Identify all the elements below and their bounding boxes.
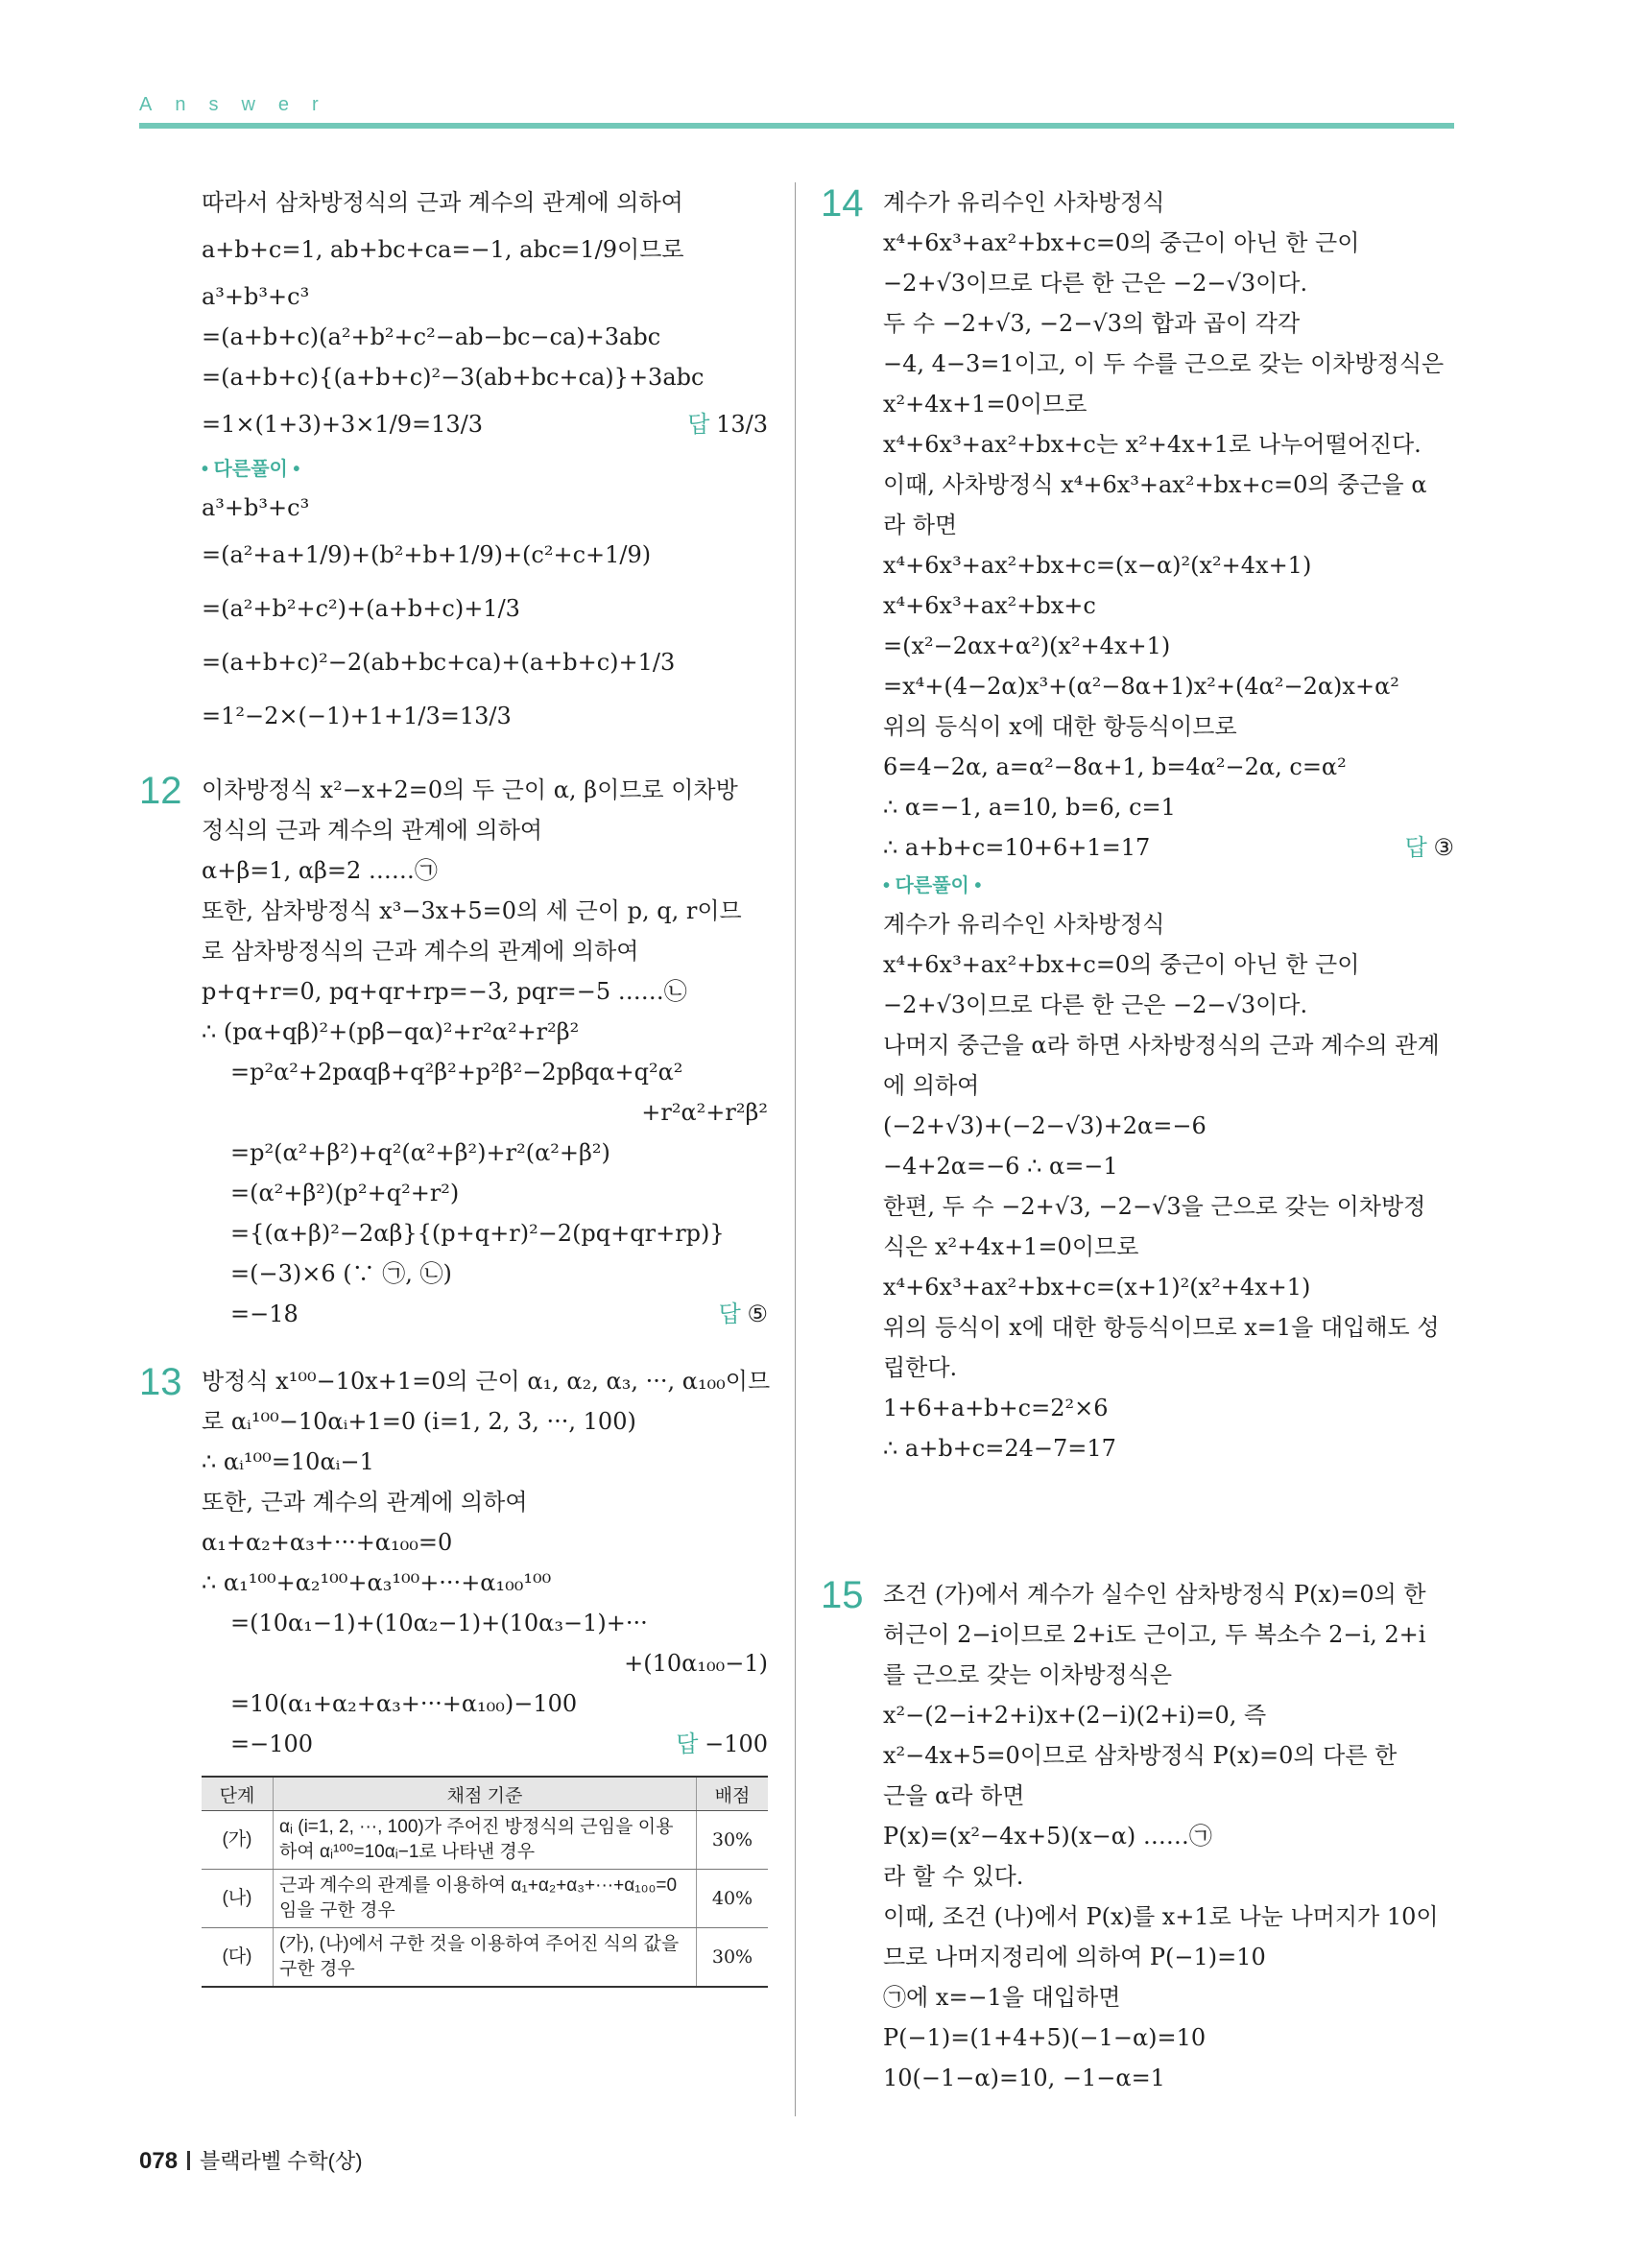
solution-line: ∴ (pα+qβ)²+(pβ−qα)²+r²α²+r²β² — [202, 1018, 580, 1045]
book-title: 블랙라벨 수학(상) — [200, 2149, 363, 2173]
column-header: 배점 — [697, 1777, 769, 1811]
table-row — [202, 1928, 768, 1988]
criteria-cell: (가), (나)에서 구한 것을 이용하여 주어진 식의 값을 구한 경우 — [274, 1928, 697, 1988]
solution-line: =(x²−2αx+α²)(x²+4x+1) — [883, 633, 1171, 659]
solution-line: x⁴+6x³+ax²+bx+c=(x−α)²(x²+4x+1) — [883, 552, 1312, 579]
solution-line: 이때, 사차방정식 x⁴+6x³+ax²+bx+c=0의 중근을 α — [883, 471, 1427, 498]
solution-line: x⁴+6x³+ax²+bx+c=(x+1)²(x²+4x+1) — [883, 1274, 1311, 1301]
solution-line: −4, 4−3=1이고, 이 두 수를 근으로 갖는 이차방정식은 — [883, 350, 1445, 377]
solution-line: =(−3)×6 (∵ ㉠, ㉡) — [230, 1260, 452, 1287]
solution-line: 따라서 삼차방정식의 근과 계수의 관계에 의하여 — [202, 189, 683, 216]
scoring-table — [202, 1776, 768, 1988]
solution-line: 이차방정식 x²−x+2=0의 두 근이 α, β이므로 이차방 — [202, 776, 738, 803]
solution-line: −4+2α=−6 ∴ α=−1 — [883, 1153, 1118, 1180]
solution-line: 로 삼차방정식의 근과 계수의 관계에 의하여 — [202, 938, 639, 965]
answer-value: −100 — [705, 1731, 768, 1757]
solution-line: ∴ αᵢ¹⁰⁰=10αᵢ−1 — [202, 1448, 374, 1475]
solution-line: ∴ a+b+c=24−7=17 — [883, 1435, 1116, 1462]
answer-label: 답 — [718, 1301, 741, 1327]
criteria-cell: 근과 계수의 관계를 이용하여 α₁+α₂+α₃+···+α₁₀₀=0임을 구한 경우 — [274, 1870, 697, 1928]
table-header-row — [202, 1777, 768, 1811]
solution-line: x²+4x+1=0이므로 — [883, 391, 1087, 418]
alt-solution-label: • 다른풀이 • — [202, 459, 300, 480]
solution-line: =10(α₁+α₂+α₃+···+α₁₀₀)−100 — [230, 1690, 578, 1717]
solution-line: x⁴+6x³+ax²+bx+c는 x²+4x+1로 나누어떨어진다. — [883, 431, 1422, 458]
solution-line: 또한, 근과 계수의 관계에 의하여 — [202, 1489, 528, 1516]
solution-line: =(α²+β²)(p²+q²+r²) — [230, 1180, 460, 1206]
criteria-cell: αᵢ (i=1, 2, ···, 100)가 주어진 방정식의 근임을 이용하여 αᵢ¹⁰⁰=10αᵢ−1로 나타낸 경우 — [274, 1811, 697, 1870]
problem-number: 15 — [821, 1574, 864, 1616]
problem-14 — [821, 182, 1454, 1468]
solution-line: 1+6+a+b+c=2²×6 — [883, 1395, 1109, 1421]
column-divider — [795, 182, 796, 2116]
answer-mark — [719, 1294, 768, 1335]
solution-line: a+b+c=1, ab+bc+ca=−1, abc=1/9이므로 — [202, 236, 684, 263]
solution-line — [202, 1294, 768, 1334]
solution-line: =(10α₁−1)+(10α₂−1)+(10α₃−1)+··· — [230, 1610, 648, 1636]
column-header: 채점 기준 — [274, 1777, 697, 1811]
solution-text: =−100 — [230, 1731, 314, 1757]
solution-line: 조건 (가)에서 계수가 실수인 삼차방정식 P(x)=0의 한 — [883, 1581, 1426, 1608]
solution-text: =−18 — [230, 1301, 299, 1327]
solution-line: =p²(α²+β²)+q²(α²+β²)+r²(α²+β²) — [230, 1139, 610, 1166]
solution-line: 나머지 중근을 α라 하면 사차방정식의 근과 계수의 관계 — [883, 1032, 1440, 1059]
solution-line — [202, 1724, 768, 1764]
left-column — [139, 182, 771, 1988]
solution-line: 방정식 x¹⁰⁰−10x+1=0의 근이 α₁, α₂, α₃, ···, α₁₀₀이므 — [202, 1368, 771, 1395]
solution-line: 계수가 유리수인 사차방정식 — [883, 189, 1165, 216]
solution-line: ={(α+β)²−2αβ}{(p+q+r)²−2(pq+qr+rp)} — [230, 1220, 725, 1247]
step-cell: (가) — [202, 1811, 274, 1870]
solution-line: ∴ α=−1, a=10, b=6, c=1 — [883, 794, 1176, 821]
answer-value: ⑤ — [747, 1301, 768, 1327]
solution-line: 이때, 조건 (나)에서 P(x)를 x+1로 나눈 나머지가 10이 — [883, 1903, 1439, 1930]
answer-label: 답 — [1404, 835, 1427, 861]
problem-number: 12 — [139, 770, 182, 812]
solution-line: (−2+√3)+(−2−√3)+2α=−6 — [883, 1112, 1207, 1139]
answer-value: ③ — [1433, 834, 1454, 861]
solution-line: p+q+r=0, pq+qr+rp=−3, pqr=−5 ……㉡ — [202, 978, 687, 1005]
problem-15 — [821, 1574, 1454, 2098]
step-cell: (나) — [202, 1870, 274, 1928]
solution-line: 6=4−2α, a=α²−8α+1, b=4α²−2α, c=α² — [883, 753, 1347, 780]
points-cell: 40% — [697, 1870, 769, 1928]
solution-line: ∴ α₁¹⁰⁰+α₂¹⁰⁰+α₃¹⁰⁰+···+α₁₀₀¹⁰⁰ — [202, 1569, 552, 1596]
solution-line: 두 수 −2+√3, −2−√3의 합과 곱이 각각 — [883, 310, 1301, 337]
problem-13 — [139, 1361, 771, 1988]
table-row — [202, 1811, 768, 1870]
problem-11-continued — [139, 182, 768, 451]
solution-line: 로 αᵢ¹⁰⁰−10αᵢ+1=0 (i=1, 2, 3, ···, 100) — [202, 1408, 636, 1435]
solution-line: 므로 나머지정리에 의하여 P(−1)=10 — [883, 1944, 1266, 1970]
solution-line: 라 하면 — [883, 512, 958, 538]
solution-line: x²−4x+5=0이므로 삼차방정식 P(x)=0의 다른 한 — [883, 1742, 1398, 1769]
points-cell: 30% — [697, 1811, 769, 1870]
answer-mark — [687, 397, 768, 452]
page-number: 078 — [139, 2148, 179, 2174]
solution-line: 정식의 근과 계수의 관계에 의하여 — [202, 817, 543, 844]
solution-line: α₁+α₂+α₃+···+α₁₀₀=0 — [202, 1529, 453, 1556]
alt-solution — [139, 488, 768, 743]
solution-line: x²−(2−i+2+i)x+(2−i)(2+i)=0, 즉 — [883, 1702, 1267, 1729]
solution-line: =(a+b+c){(a+b+c)²−3(ab+bc+ca)}+3abc — [202, 364, 705, 391]
solution-line: 위의 등식이 x에 대한 항등식이므로 — [883, 713, 1237, 740]
solution-line: ㉠에 x=−1을 대입하면 — [883, 1984, 1121, 2011]
solution-line: 허근이 2−i이므로 2+i도 근이고, 두 복소수 2−i, 2+i — [883, 1621, 1426, 1648]
page-footer — [139, 2145, 363, 2175]
solution-line: −2+√3이므로 다른 한 근은 −2−√3이다. — [883, 270, 1308, 297]
solution-line: =(a+b+c)(a²+b²+c²−ab−bc−ca)+3abc — [202, 323, 661, 350]
solution-line: +(10α₁₀₀−1) — [624, 1650, 768, 1677]
solution-line: 위의 등식이 x에 대한 항등식이므로 x=1을 대입해도 성 — [883, 1314, 1440, 1341]
answer-label: 답 — [676, 1731, 699, 1757]
problem-12 — [139, 770, 768, 1334]
solution-line: 에 의하여 — [883, 1072, 980, 1099]
alt-solution-label: • 다른풀이 • — [883, 875, 982, 896]
step-cell: (다) — [202, 1928, 274, 1988]
solution-line: 근을 α라 하면 — [883, 1782, 1025, 1809]
solution-text: =1×(1+3)+3×1/9=13/3 — [202, 411, 483, 438]
solution-line: 또한, 삼차방정식 x³−3x+5=0의 세 근이 p, q, r이므 — [202, 897, 742, 924]
solution-line: 한편, 두 수 −2+√3, −2−√3을 근으로 갖는 이차방정 — [883, 1193, 1426, 1220]
solution-line: =1²−2×(−1)+1+1/3=13/3 — [202, 703, 512, 729]
problem-number: 14 — [821, 182, 864, 225]
answer-mark — [676, 1724, 768, 1765]
table-row — [202, 1870, 768, 1928]
solution-line — [202, 397, 768, 451]
solution-line: −2+√3이므로 다른 한 근은 −2−√3이다. — [883, 991, 1308, 1018]
right-column — [821, 182, 1454, 2098]
footer-separator — [187, 2151, 190, 2170]
solution-line: 라 할 수 있다. — [883, 1863, 1024, 1890]
solution-line: a³+b³+c³ — [202, 494, 310, 521]
solution-line: 계수가 유리수인 사차방정식 — [883, 911, 1165, 938]
solution-line — [883, 827, 1454, 868]
answer-label: 답 — [687, 412, 710, 438]
solution-line: =(a+b+c)²−2(ab+bc+ca)+(a+b+c)+1/3 — [202, 649, 676, 676]
answer-mark — [1405, 827, 1454, 869]
problem-number: 13 — [139, 1361, 182, 1403]
solution-line: 10(−1−α)=10, −1−α=1 — [883, 2065, 1165, 2091]
points-cell: 30% — [697, 1928, 769, 1988]
solution-line: x⁴+6x³+ax²+bx+c — [883, 592, 1096, 619]
solution-line: =x⁴+(4−2α)x³+(α²−8α+1)x²+(4α²−2α)x+α² — [883, 673, 1399, 700]
solution-line: P(x)=(x²−4x+5)(x−α) ……㉠ — [883, 1823, 1212, 1850]
solution-line: a³+b³+c³ — [202, 283, 310, 310]
solution-line: =(a²+b²+c²)+(a+b+c)+1/3 — [202, 595, 520, 622]
answer-value: 13/3 — [716, 411, 768, 438]
solution-line: α+β=1, αβ=2 ……㉠ — [202, 857, 438, 884]
solution-line: =p²α²+2pαqβ+q²β²+p²β²−2pβqα+q²α² — [230, 1059, 683, 1086]
solution-line: x⁴+6x³+ax²+bx+c=0의 중근이 아닌 한 근이 — [883, 951, 1360, 978]
header-label: Answer — [139, 94, 342, 115]
solution-line: x⁴+6x³+ax²+bx+c=0의 중근이 아닌 한 근이 — [883, 229, 1360, 256]
header-rule — [139, 123, 1454, 129]
solution-line: =(a²+a+1/9)+(b²+b+1/9)+(c²+c+1/9) — [202, 541, 652, 568]
solution-line: +r²α²+r²β² — [641, 1099, 768, 1126]
solution-line: P(−1)=(1+4+5)(−1−α)=10 — [883, 2024, 1207, 2051]
solution-line: 립한다. — [883, 1354, 958, 1381]
alt-solution — [821, 904, 1454, 1468]
column-header: 단계 — [202, 1777, 274, 1811]
solution-line: 를 근으로 갖는 이차방정식은 — [883, 1661, 1173, 1688]
solution-line: 식은 x²+4x+1=0이므로 — [883, 1233, 1139, 1260]
solution-text: ∴ a+b+c=10+6+1=17 — [883, 834, 1151, 861]
